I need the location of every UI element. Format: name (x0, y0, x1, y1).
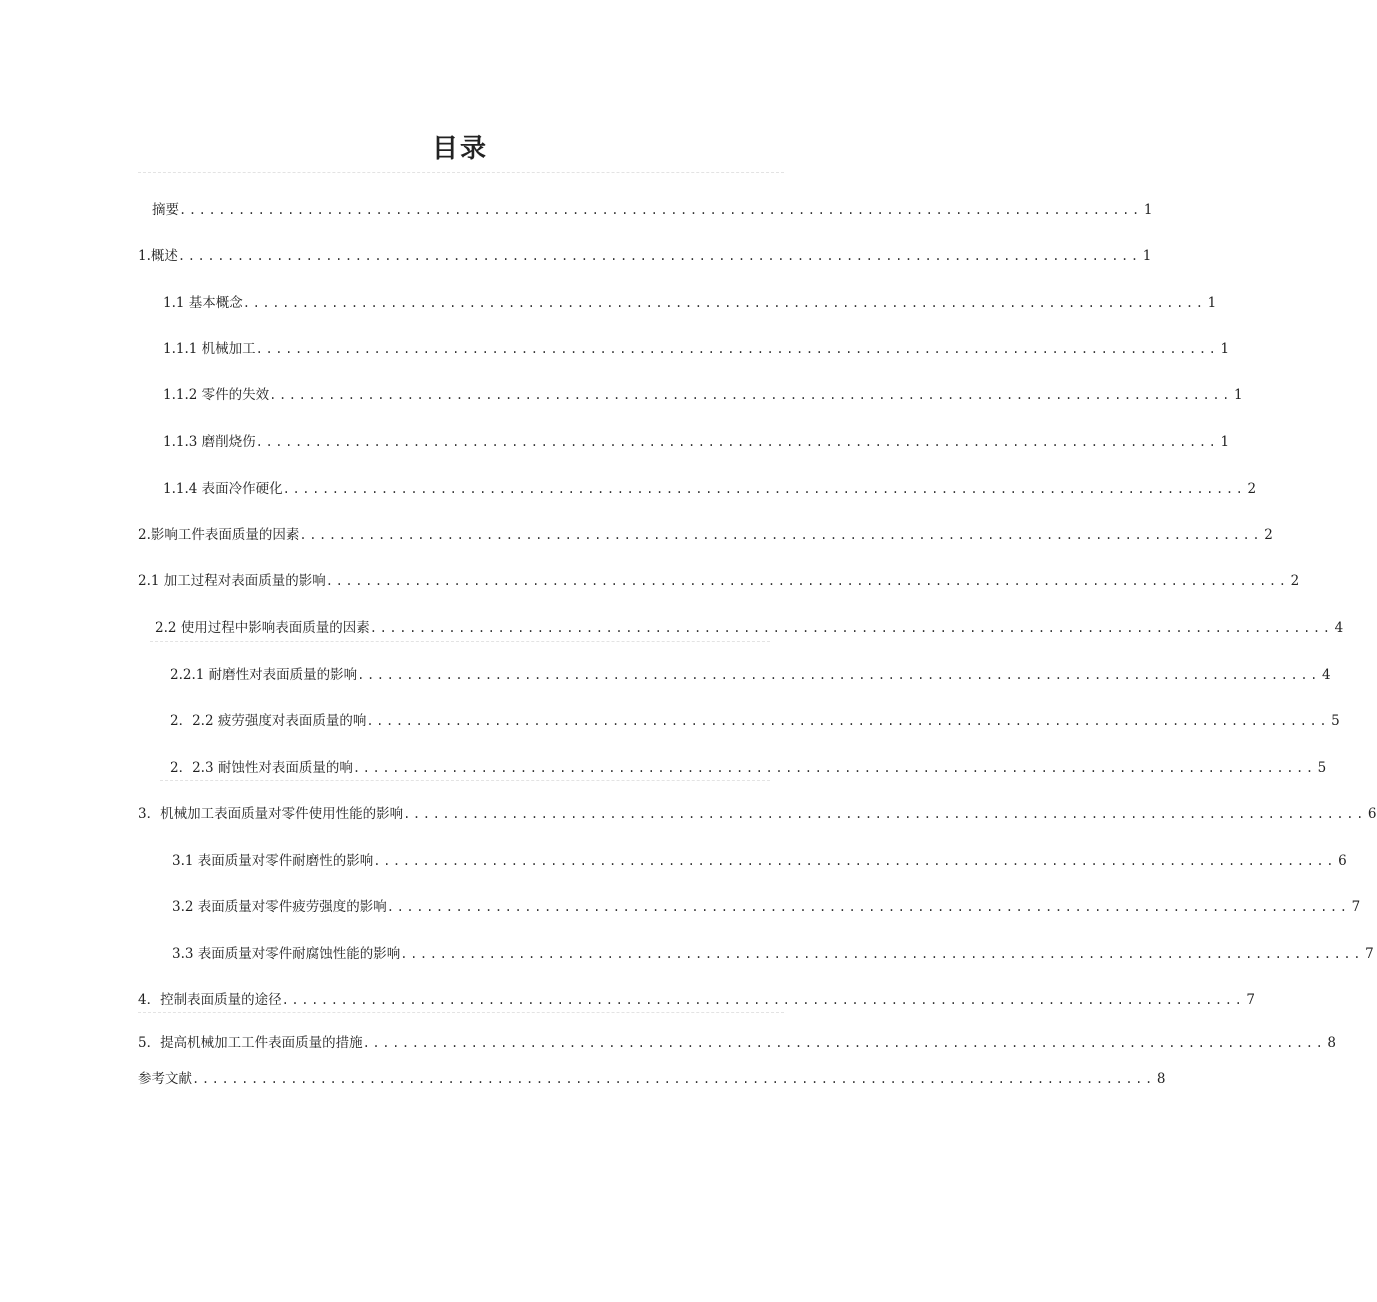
toc-leader-dots: .................................................................................................. (192, 1072, 1155, 1086)
toc-leader-dots: .................................................................................................. (366, 714, 1330, 728)
toc-entry-2-2[interactable] (155, 618, 1344, 638)
toc-leader-dots: .................................................................................................. (242, 296, 1206, 310)
toc-entry-page: 1 (1220, 341, 1230, 357)
toc-entry-label: 1.1.3 磨削烧伤 (163, 434, 256, 450)
toc-entry-label: 2.影响工件表面质量的因素 (138, 527, 300, 543)
toc-entry-page: 1 (1233, 387, 1243, 403)
toc-entry-label: 3.2 表面质量对零件疲劳强度的影响 (172, 899, 387, 915)
toc-entry-label: 2.1 加工过程对表面质量的影响 (138, 573, 326, 589)
toc-leader-dots: .................................................................................................. (362, 1036, 1326, 1050)
title-divider (138, 172, 784, 173)
toc-entry-label: 3.1 表面质量对零件耐磨性的影响 (172, 853, 374, 869)
toc-entry-label: 参考文献 (138, 1071, 192, 1087)
toc-entry-page: 2 (1247, 481, 1257, 497)
toc-entry-page: 1 (1207, 295, 1217, 311)
toc-entry-4[interactable] (138, 990, 1255, 1010)
toc-entry-page: 7 (1351, 899, 1361, 915)
toc-entry-label: 2．2.3 耐蚀性对表面质量的响 (170, 760, 353, 776)
toc-entry-label: 1.1.4 表面冷作硬化 (163, 481, 283, 497)
toc-entry-label: 5．提高机械加工工件表面质量的措施 (138, 1035, 363, 1051)
toc-leader-dots: .................................................................................................. (325, 574, 1289, 588)
toc-entry-2-2-2[interactable] (170, 711, 1340, 731)
toc-entry-1-1-3[interactable] (163, 432, 1230, 452)
toc-entry-page: 6 (1338, 853, 1347, 869)
toc-leader-dots: .................................................................................................. (177, 249, 1141, 263)
toc-leader-dots: .................................................................................................. (386, 900, 1350, 914)
faint-divider (138, 1012, 784, 1013)
toc-entry-label: 3．机械加工表面质量对零件使用性能的影响 (138, 806, 404, 822)
toc-entry-abstract[interactable] (152, 200, 1153, 220)
toc-leader-dots: .................................................................................................. (357, 668, 1320, 682)
toc-leader-dots: .................................................................................................. (403, 807, 1366, 821)
toc-leader-dots: .................................................................................................. (255, 342, 1219, 356)
toc-entry-references[interactable] (138, 1069, 1166, 1089)
toc-entry-label: 2.2 使用过程中影响表面质量的因素 (155, 620, 370, 636)
toc-entry-page: 4 (1321, 667, 1331, 683)
toc-entry-2-2-1[interactable] (170, 665, 1331, 685)
toc-entry-2[interactable] (138, 525, 1273, 545)
toc-entry-2-1[interactable] (138, 571, 1300, 591)
toc-entry-page: 1 (1220, 434, 1230, 450)
toc-entry-page: 8 (1156, 1071, 1166, 1087)
toc-entry-page: 6 (1367, 806, 1377, 822)
toc-leader-dots: .................................................................................................. (282, 482, 1246, 496)
toc-entry-3-2[interactable] (172, 897, 1361, 917)
toc-entry-5[interactable] (138, 1033, 1336, 1053)
toc-entry-1-1-2[interactable] (163, 385, 1243, 405)
toc-leader-dots: .................................................................................................. (373, 854, 1337, 868)
toc-leader-dots: .................................................................................................. (400, 947, 1364, 961)
toc-entry-label: 4．控制表面质量的途径 (138, 992, 282, 1008)
toc-entry-page: 7 (1365, 946, 1374, 962)
toc-entry-3-3[interactable] (172, 944, 1374, 964)
toc-entry-page: 1 (1143, 202, 1153, 218)
toc-leader-dots: .................................................................................................. (255, 435, 1219, 449)
toc-entry-page: 4 (1334, 620, 1344, 636)
toc-entry-page: 2 (1264, 527, 1273, 543)
toc-entry-label: 1.1.1 机械加工 (163, 341, 256, 357)
toc-entry-2-2-3[interactable] (170, 758, 1327, 778)
toc-entry-3[interactable] (138, 804, 1377, 824)
toc-entry-page: 2 (1290, 573, 1300, 589)
toc-leader-dots: .................................................................................................. (179, 203, 1142, 217)
toc-title: 目录 (431, 134, 488, 164)
toc-entry-page: 5 (1317, 760, 1327, 776)
toc-entry-1[interactable] (138, 246, 1152, 266)
toc-entry-label: 1.概述 (138, 248, 178, 264)
faint-divider (160, 780, 770, 781)
toc-entry-label: 摘要 (152, 202, 179, 218)
toc-entry-label: 3.3 表面质量对零件耐腐蚀性能的影响 (172, 946, 401, 962)
toc-leader-dots: .................................................................................................. (299, 528, 1263, 542)
toc-entry-label: 2.2.1 耐磨性对表面质量的影响 (170, 667, 358, 683)
toc-entry-1-1-4[interactable] (163, 479, 1257, 499)
toc-entry-page: 8 (1327, 1035, 1336, 1051)
toc-entry-page: 5 (1331, 713, 1340, 729)
toc-entry-1-1[interactable] (163, 293, 1217, 313)
toc-entry-3-1[interactable] (172, 851, 1347, 871)
faint-divider (150, 641, 770, 642)
toc-entry-page: 7 (1246, 992, 1255, 1008)
toc-entry-1-1-1[interactable] (163, 339, 1230, 359)
toc-leader-dots: .................................................................................................. (369, 621, 1333, 635)
toc-leader-dots: .................................................................................................. (352, 761, 1316, 775)
toc-leader-dots: .................................................................................................. (281, 993, 1245, 1007)
toc-entry-label: 2．2.2 疲劳强度对表面质量的响 (170, 713, 367, 729)
toc-entry-label: 1.1 基本概念 (163, 295, 243, 311)
toc-leader-dots: .................................................................................................. (269, 388, 1232, 402)
toc-entry-page: 1 (1142, 248, 1152, 264)
toc-entry-label: 1.1.2 零件的失效 (163, 387, 270, 403)
